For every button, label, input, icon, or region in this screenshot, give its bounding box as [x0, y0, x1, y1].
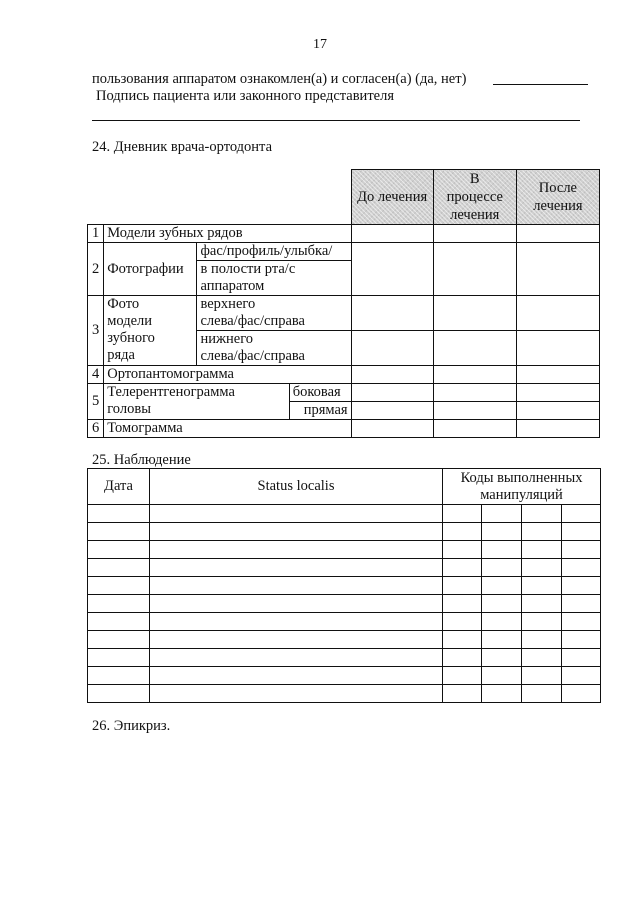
observation-row: [88, 685, 601, 703]
row-label: [104, 296, 197, 366]
observation-row: [88, 613, 601, 631]
row-number: 1: [88, 225, 104, 243]
cell-code[interactable]: [443, 577, 482, 595]
cell-during[interactable]: [433, 331, 516, 366]
cell-code[interactable]: [522, 649, 562, 667]
cell-code[interactable]: [482, 577, 522, 595]
header-date: Дата: [88, 469, 150, 505]
observation-row: [88, 559, 601, 577]
cell-code[interactable]: [443, 505, 482, 523]
consent-answer-blank[interactable]: [493, 84, 588, 85]
cell-before[interactable]: [351, 420, 433, 438]
cell-status-localis[interactable]: [150, 667, 443, 685]
section-25-title: 25. Наблюдение: [92, 452, 191, 468]
row-sublabel: в полости рта/с аппаратом: [197, 261, 351, 296]
cell-code[interactable]: [522, 595, 562, 613]
cell-during[interactable]: [433, 384, 516, 402]
cell-date[interactable]: [88, 613, 150, 631]
cell-date[interactable]: [88, 559, 150, 577]
section-24-title: 24. Дневник врача-ортодонта: [92, 139, 273, 155]
row-sublabel-line: слева/фас/справа: [200, 313, 305, 329]
cell-code[interactable]: [482, 613, 522, 631]
observation-row: [88, 631, 601, 649]
header-after-label: После лечения: [533, 180, 583, 214]
cell-code[interactable]: [522, 667, 562, 685]
header-during-label-1: В: [469, 171, 480, 187]
row-label-line: Телерентгенограмма: [107, 384, 235, 400]
cell-after[interactable]: [516, 331, 599, 366]
signature-label: Подпись пациента или законного представителя: [96, 88, 394, 104]
header-before-label: До лечения: [357, 189, 428, 205]
row-sublabel: прямая: [289, 402, 351, 420]
cell-code[interactable]: [562, 613, 601, 631]
cell-during[interactable]: [433, 296, 516, 331]
cell-date[interactable]: [88, 523, 150, 541]
cell-status-localis[interactable]: [150, 505, 443, 523]
row-sublabel-line: нижнего: [200, 331, 254, 347]
cell-before[interactable]: [351, 366, 433, 384]
row-sublabel: [197, 296, 351, 331]
cell-code[interactable]: [522, 577, 562, 595]
cell-code[interactable]: [482, 595, 522, 613]
row-number: 6: [88, 420, 104, 438]
cell-code[interactable]: [522, 541, 562, 559]
header-during-label-3: лечения: [450, 207, 500, 223]
row-label: [104, 384, 290, 420]
cell-code[interactable]: [443, 559, 482, 577]
cell-code[interactable]: [482, 685, 522, 703]
row-number: 5: [88, 384, 104, 420]
cell-status-localis[interactable]: [150, 613, 443, 631]
header-status-localis: Status localis: [150, 469, 443, 505]
cell-during[interactable]: [433, 366, 516, 384]
cell-before[interactable]: [351, 384, 433, 402]
observation-row: [88, 505, 601, 523]
cell-code[interactable]: [443, 595, 482, 613]
cell-before[interactable]: [351, 402, 433, 420]
diary-row-2a: [88, 243, 600, 261]
cell-code[interactable]: [522, 505, 562, 523]
header-after-treatment: [516, 170, 599, 225]
cell-code[interactable]: [522, 559, 562, 577]
cell-code[interactable]: [443, 523, 482, 541]
cell-status-localis[interactable]: [150, 559, 443, 577]
header-during-label-2: процессе: [446, 189, 503, 205]
cell-after[interactable]: [516, 402, 599, 420]
section-26-title: 26. Эпикриз.: [92, 718, 171, 734]
cell-code[interactable]: [482, 667, 522, 685]
cell-date[interactable]: [88, 541, 150, 559]
orthodontist-diary-table: [87, 169, 600, 438]
row-number: 4: [88, 366, 104, 384]
row-number: 2: [88, 243, 104, 296]
row-label-line: Фото: [107, 296, 140, 312]
cell-after[interactable]: [516, 225, 599, 243]
observation-table: [87, 468, 601, 703]
cell-code[interactable]: [562, 505, 601, 523]
cell-code[interactable]: [562, 523, 601, 541]
cell-before[interactable]: [351, 331, 433, 366]
cell-after[interactable]: [516, 420, 599, 438]
row-number: 3: [88, 296, 104, 366]
cell-status-localis[interactable]: [150, 685, 443, 703]
cell-code[interactable]: [482, 559, 522, 577]
cell-code[interactable]: [522, 523, 562, 541]
cell-code[interactable]: [482, 505, 522, 523]
observation-row: [88, 541, 601, 559]
cell-date[interactable]: [88, 577, 150, 595]
diary-row-6: [88, 420, 600, 438]
cell-code[interactable]: [443, 631, 482, 649]
cell-during[interactable]: [433, 243, 516, 296]
cell-date[interactable]: [88, 649, 150, 667]
cell-status-localis[interactable]: [150, 649, 443, 667]
cell-code[interactable]: [522, 631, 562, 649]
cell-code[interactable]: [562, 649, 601, 667]
cell-date[interactable]: [88, 631, 150, 649]
signature-blank-line[interactable]: [92, 120, 580, 121]
cell-code[interactable]: [443, 667, 482, 685]
row-label: Модели зубных рядов: [104, 225, 351, 243]
cell-during[interactable]: [433, 420, 516, 438]
cell-date[interactable]: [88, 685, 150, 703]
row-sublabel: фас/профиль/улыбка/: [197, 243, 351, 261]
cell-code[interactable]: [482, 649, 522, 667]
observation-row: [88, 577, 601, 595]
cell-date[interactable]: [88, 667, 150, 685]
cell-before[interactable]: [351, 225, 433, 243]
observation-header-row: [88, 469, 601, 505]
row-sublabel: [197, 331, 351, 366]
diary-row-1: [88, 225, 600, 243]
cell-before[interactable]: [351, 243, 433, 296]
page-number: 17: [313, 37, 327, 52]
cell-status-localis[interactable]: [150, 541, 443, 559]
diary-row-5a: [88, 384, 600, 402]
cell-code[interactable]: [562, 631, 601, 649]
cell-status-localis[interactable]: [150, 595, 443, 613]
cell-status-localis[interactable]: [150, 577, 443, 595]
cell-code[interactable]: [482, 523, 522, 541]
observation-row: [88, 667, 601, 685]
cell-status-localis[interactable]: [150, 523, 443, 541]
cell-after[interactable]: [516, 384, 599, 402]
cell-code[interactable]: [443, 613, 482, 631]
row-label: Фотографии: [104, 243, 197, 296]
row-label-line: модели: [107, 313, 153, 329]
header-before-treatment: [351, 170, 433, 225]
cell-code[interactable]: [562, 667, 601, 685]
row-sublabel: боковая: [289, 384, 351, 402]
cell-after[interactable]: [516, 366, 599, 384]
diary-header-blank: [88, 170, 352, 225]
diary-header-row: [88, 170, 600, 225]
cell-code[interactable]: [562, 541, 601, 559]
row-label: Ортопантомограмма: [104, 366, 351, 384]
cell-date[interactable]: [88, 505, 150, 523]
observation-row: [88, 523, 601, 541]
row-label-line: зубного: [107, 330, 155, 346]
consent-text: пользования аппаратом ознакомлен(а) и согласен(а) (да, нет): [92, 71, 467, 87]
row-label-line: головы: [107, 401, 151, 417]
cell-date[interactable]: [88, 595, 150, 613]
cell-during[interactable]: [433, 402, 516, 420]
cell-code[interactable]: [522, 685, 562, 703]
header-during-treatment: [433, 170, 516, 225]
cell-code[interactable]: [443, 541, 482, 559]
diary-row-3a: [88, 296, 600, 331]
diary-row-4: [88, 366, 600, 384]
cell-code[interactable]: [562, 577, 601, 595]
cell-code[interactable]: [562, 559, 601, 577]
cell-code[interactable]: [562, 595, 601, 613]
cell-code[interactable]: [482, 541, 522, 559]
cell-code[interactable]: [443, 649, 482, 667]
cell-code[interactable]: [522, 613, 562, 631]
header-codes: Коды выполненных манипуляций: [443, 469, 601, 505]
cell-code[interactable]: [443, 685, 482, 703]
cell-during[interactable]: [433, 225, 516, 243]
cell-status-localis[interactable]: [150, 631, 443, 649]
cell-code[interactable]: [482, 631, 522, 649]
row-sublabel-line: верхнего: [200, 296, 256, 312]
row-sublabel-line: слева/фас/справа: [200, 348, 305, 364]
cell-before[interactable]: [351, 296, 433, 331]
row-label: Томограмма: [104, 420, 351, 438]
observation-row: [88, 649, 601, 667]
observation-row: [88, 595, 601, 613]
cell-after[interactable]: [516, 296, 599, 331]
row-label-line: ряда: [107, 347, 135, 363]
cell-after[interactable]: [516, 243, 599, 296]
cell-code[interactable]: [562, 685, 601, 703]
